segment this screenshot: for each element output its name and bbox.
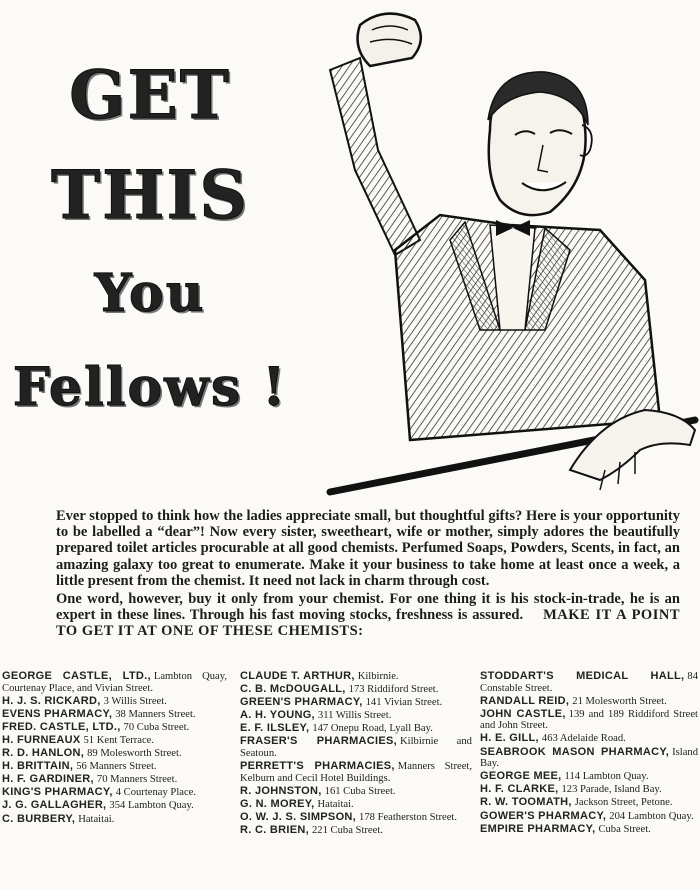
chemist-name: J. G. GALLAGHER, [2, 799, 107, 812]
chemist-address: 147 Onepu Road, Lyall Bay. [312, 723, 433, 735]
chemist-name: EMPIRE PHARMACY, [480, 822, 596, 835]
chemist-address: Lambton Quay, Courtenay Place, and Vivian Street. [2, 671, 227, 694]
chemist-name: H. F. CLARKE, [480, 783, 559, 796]
chemists-column-2 [240, 671, 472, 838]
chemist-name: R. D. HANLON, [2, 747, 85, 760]
chemist-address: 463 Adelaide Road. [541, 733, 626, 745]
headline-line-4: Fellows ! [12, 357, 288, 418]
chemist-entry [480, 797, 698, 809]
chemist-entry [480, 747, 698, 770]
chemist-name: G. N. MOREY, [240, 797, 315, 810]
chemist-name: O. W. J. S. SIMPSON, [240, 811, 357, 824]
chemist-name: GREEN'S PHARMACY, [240, 696, 363, 709]
chemist-entry [240, 684, 472, 696]
chemist-entry [240, 825, 472, 837]
chemist-address: 178 Featherston Street. [359, 812, 458, 824]
chemist-name: C. BURBERY, [2, 812, 76, 825]
chemist-entry [480, 771, 698, 783]
chemist-address: 4 Courtenay Place. [115, 787, 197, 799]
chemist-address: 51 Kent Terrace. [83, 734, 155, 746]
chemist-address: 114 Lambton Quay. [564, 771, 649, 783]
chemist-entry [240, 723, 472, 735]
chemist-entry [480, 733, 698, 745]
chemist-name: A. H. YOUNG, [240, 709, 315, 722]
chemist-address: 161 Cuba Street. [324, 785, 396, 797]
chemist-entry [2, 774, 227, 786]
chemist-entry [480, 696, 698, 708]
chemist-name: SEABROOK MASON PHARMACY, [480, 745, 670, 758]
man-flexing-illustration [300, 0, 700, 500]
chemists-column-1 [2, 671, 227, 827]
chemist-address: 311 Willis Street. [317, 710, 392, 722]
chemist-entry [240, 799, 472, 811]
chemist-name: GEORGE MEE, [480, 770, 562, 783]
chemist-name: H. E. GILL, [480, 732, 539, 745]
chemist-entry [2, 671, 227, 694]
chemist-name: PERRETT'S PHARMACIES, [240, 760, 395, 773]
chemist-name: R. C. BRIEN, [240, 824, 309, 837]
chemist-address: Manners Street, Kelburn and Cecil Hotel Buildings. [240, 761, 473, 784]
chemist-address: Kilbirnie. [357, 671, 399, 682]
chemist-name: GEORGE CASTLE, LTD., [2, 670, 151, 682]
chemist-name: R. JOHNSTON, [240, 784, 322, 797]
chemist-name: EVENS PHARMACY, [2, 707, 113, 720]
chemist-entry [480, 784, 698, 796]
chemist-name: KING'S PHARMACY, [2, 786, 113, 799]
chemist-entry [240, 812, 472, 824]
chemist-name: STODDART'S MEDICAL HALL, [480, 670, 685, 682]
chemist-address: Hataitai. [78, 813, 115, 825]
chemist-entry [2, 722, 227, 734]
chemist-address: 38 Manners Street. [115, 708, 196, 720]
chemist-entry [480, 709, 698, 732]
chemist-name: FRASER'S PHARMACIES, [240, 735, 398, 748]
chemist-entry [2, 748, 227, 760]
headline-line-1: GET [69, 56, 231, 134]
chemist-address: Kilbirnie and Seatoun. [240, 736, 472, 760]
copy-paragraph-2 [56, 591, 680, 640]
chemist-address: 84 Constable Street. [480, 671, 698, 694]
chemist-name: R. W. TOOMATH, [480, 796, 572, 809]
chemist-entry [240, 671, 472, 683]
chemist-address: Hataitai. [317, 798, 354, 810]
chemist-name: FRED. CASTLE, LTD., [2, 720, 121, 733]
chemist-address: Jackson Street, Petone. [574, 797, 673, 809]
headline-line-3: You [94, 263, 206, 324]
copy-paragraph-1: Ever stopped to think how the ladies appreciate small, but thoughtful gifts? Here is your opportunity to be labelled a “dear”! Now every sister, sweetheart, wife or mother, simply adores the beautifully prepared toilet articles procurable at all good chemists. Perfumed Soaps, Powders, Scents, in fact, an amazing galaxy too great to enumerate. Make it your business to take home at least once a week, a little present from the chemist. It need not lack in charm through cost. [56, 508, 680, 589]
chemist-name: E. F. ILSLEY, [240, 722, 310, 735]
chemist-address: 173 Riddiford Street. [348, 684, 439, 696]
chemist-name: RANDALL REID, [480, 694, 570, 707]
chemist-address: 3 Willis Street. [103, 695, 167, 707]
chemist-address: 141 Vivian Street. [365, 697, 443, 709]
chemist-name: H. J. S. RICKARD, [2, 694, 101, 707]
chemist-entry [2, 787, 227, 799]
chemist-name: H. FURNEAUX [2, 733, 81, 746]
chemist-entry [2, 814, 227, 826]
chemist-entry [2, 800, 227, 812]
chemist-name: GOWER'S PHARMACY, [480, 809, 607, 822]
chemist-entry [480, 811, 698, 823]
chemist-address: 139 and 189 Riddiford Street and John Street. [480, 708, 698, 732]
call-to-action: MAKE IT A POINT TO GET IT AT ONE OF THESE CHEMISTS: [56, 607, 680, 640]
chemist-entry [2, 696, 227, 708]
chemist-entry [480, 671, 698, 694]
chemist-entry [240, 786, 472, 798]
headline-line-2: THIS [50, 156, 249, 234]
chemist-address: 70 Manners Street. [96, 774, 178, 786]
chemist-entry [240, 736, 472, 759]
chemist-name: H. BRITTAIN, [2, 760, 74, 773]
chemist-address: 70 Cuba Street. [123, 721, 190, 733]
chemist-address: 221 Cuba Street. [312, 825, 383, 837]
chemist-address: Island Bay. [480, 746, 698, 770]
advert-copy [56, 508, 680, 640]
chemist-address: 89 Molesworth Street. [87, 748, 182, 760]
chemist-entry [2, 761, 227, 773]
chemist-address: 204 Lambton Quay. [609, 810, 694, 822]
chemists-list [0, 671, 700, 889]
chemist-entry [240, 761, 472, 784]
chemist-name: CLAUDE T. ARTHUR, [240, 670, 355, 682]
chemist-entry [240, 697, 472, 709]
chemist-entry [2, 735, 227, 747]
chemist-entry [2, 709, 227, 721]
chemist-entry [480, 824, 698, 836]
headline [0, 40, 300, 418]
chemist-name: H. F. GARDINER, [2, 773, 94, 786]
chemist-address: 21 Molesworth Street. [572, 695, 667, 707]
chemists-column-3 [480, 671, 698, 837]
chemist-address: Cuba Street. [598, 823, 651, 835]
chemist-name: JOHN CASTLE, [480, 707, 566, 720]
chemist-name: C. B. McDOUGALL, [240, 683, 346, 696]
chemist-entry [240, 710, 472, 722]
chemist-address: 123 Parade, Island Bay. [561, 784, 662, 796]
copy-paragraph-2-text: One word, however, buy it only from your chemist. For one thing it is his stock-in-trade, he is an expert in these lines. Through his fast moving stocks, freshness is assured. [56, 591, 680, 624]
chemist-address: 354 Lambton Quay. [109, 800, 194, 812]
chemist-address: 56 Manners Street. [76, 761, 157, 773]
